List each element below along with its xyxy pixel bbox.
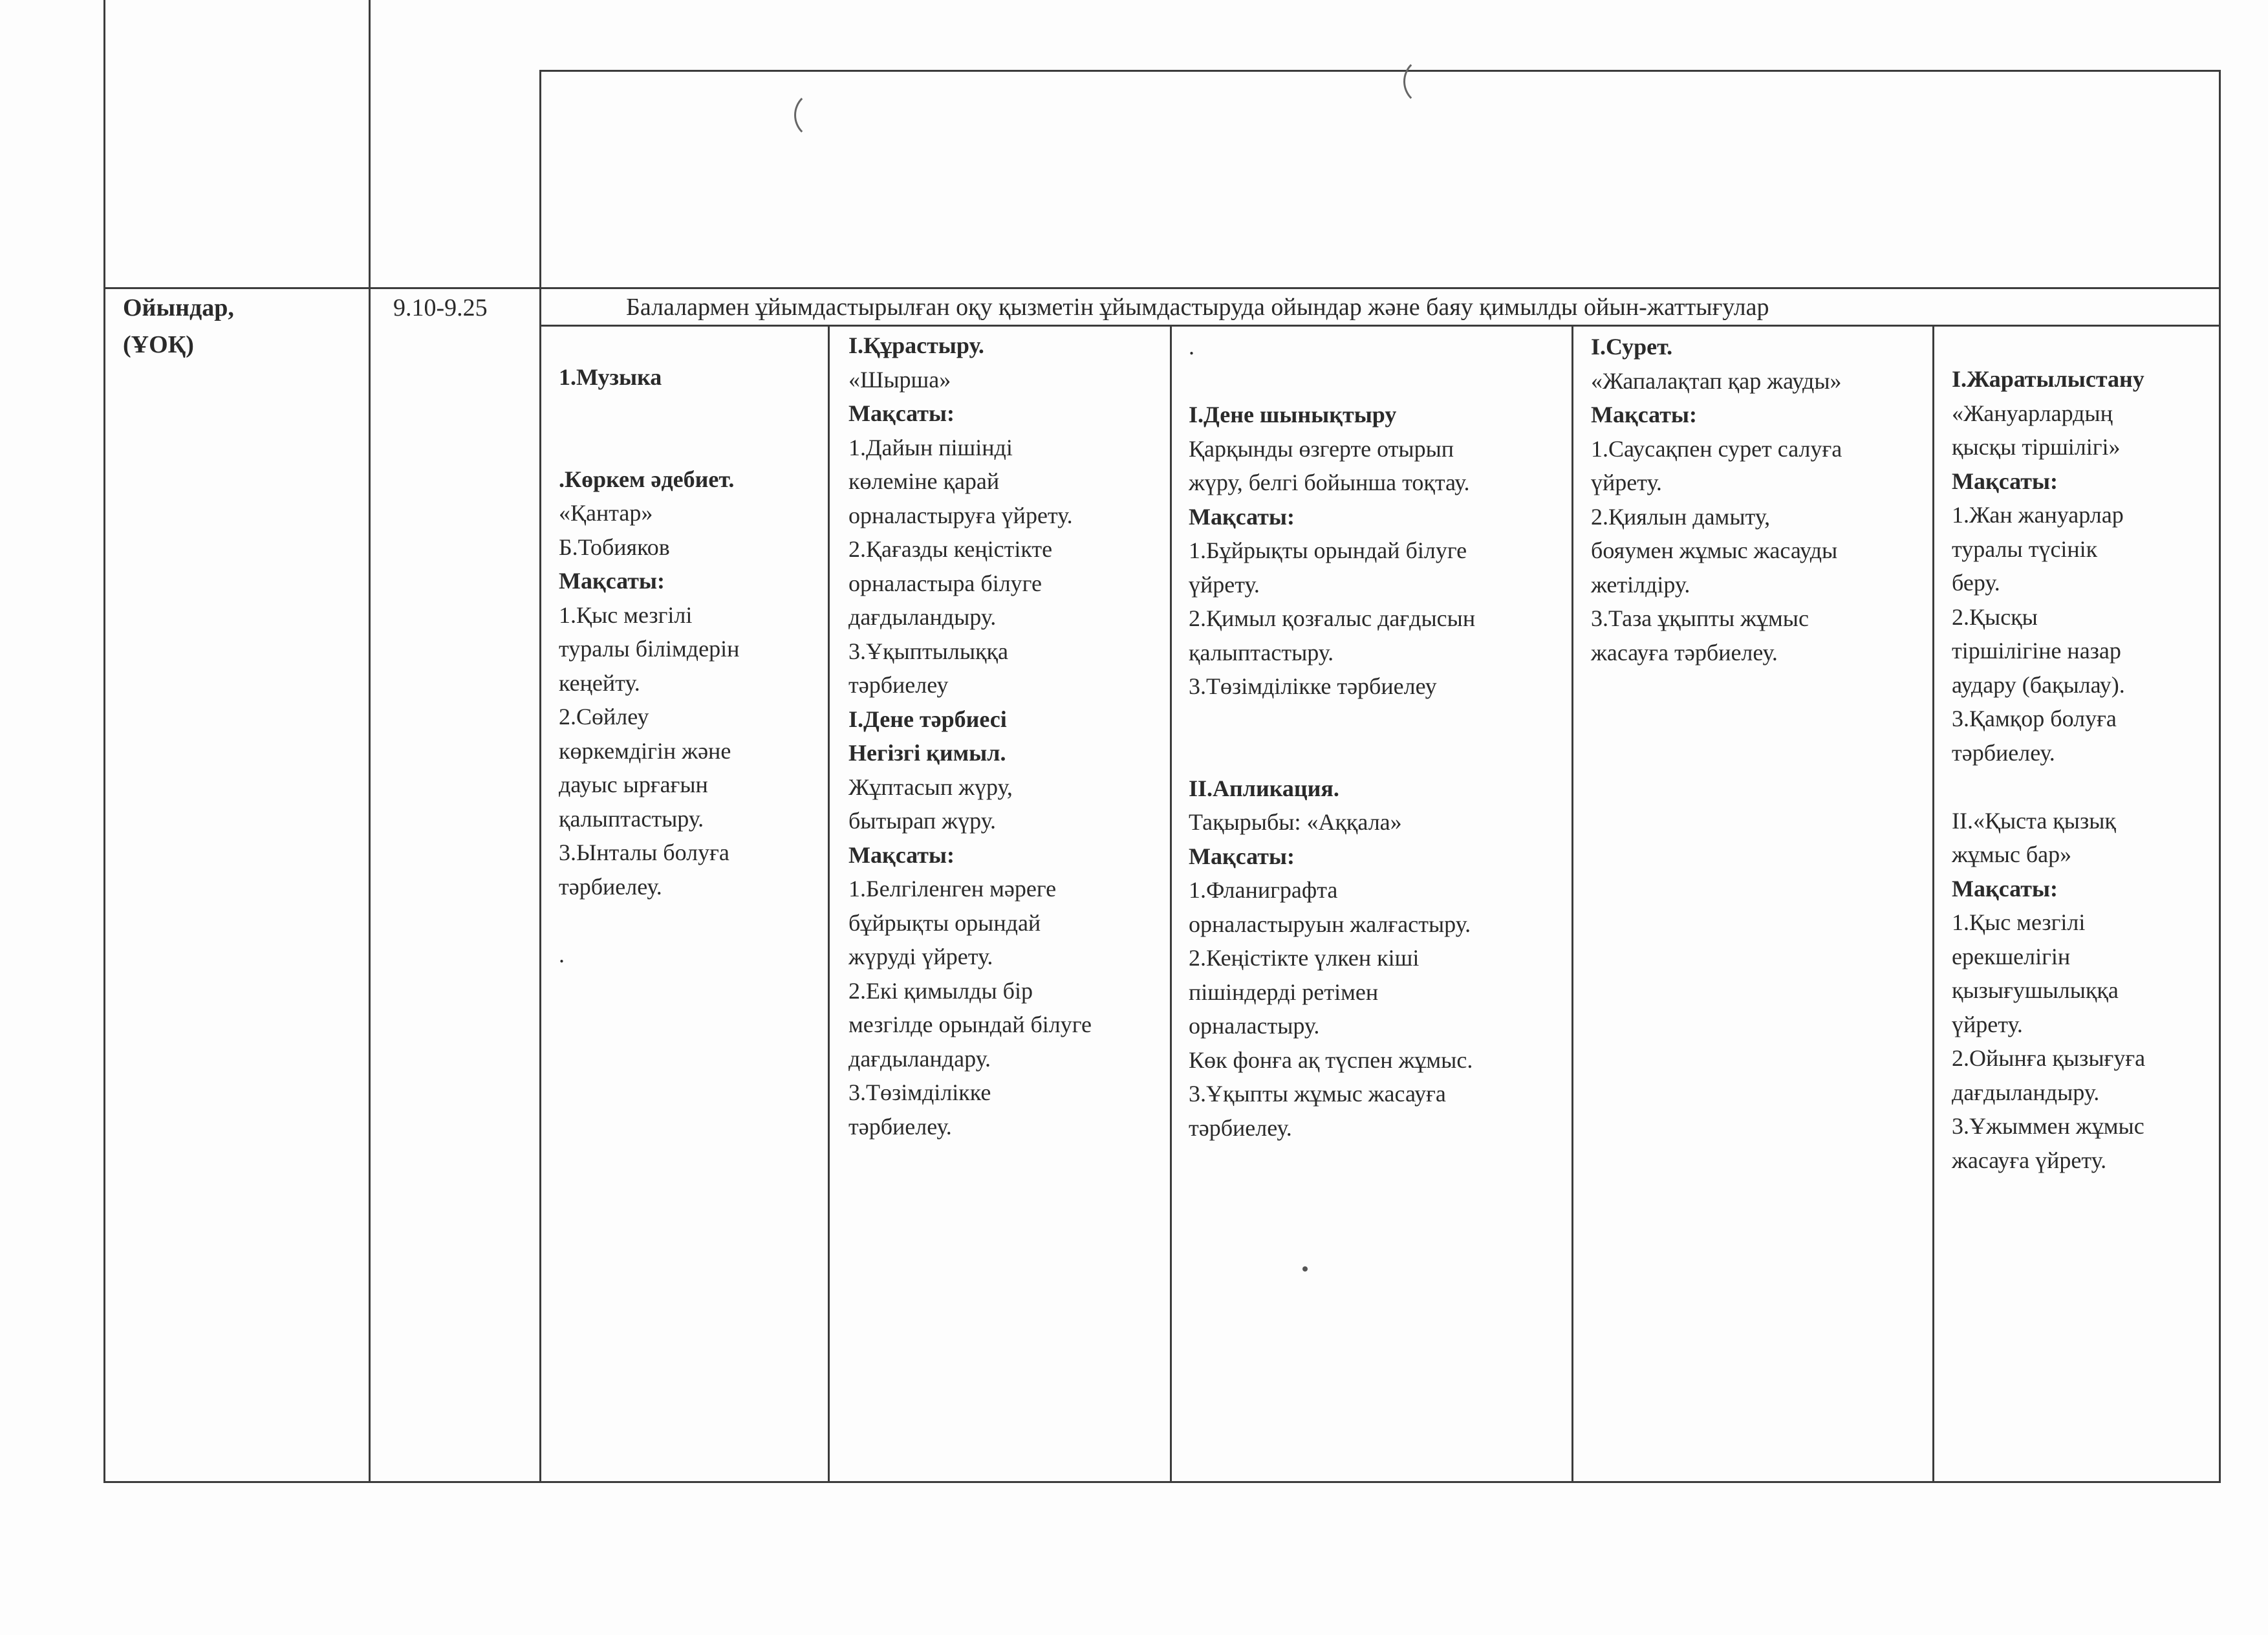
activity-column-1	[559, 360, 739, 971]
table-right-border	[2219, 70, 2221, 1482]
column-2-line: дағдыландыру.	[848, 604, 997, 630]
column-1-line: .	[559, 941, 565, 968]
column-divider-2	[828, 325, 830, 1482]
column-5-line: 3.Қамқор болуға	[1952, 706, 2117, 731]
column-3-line: орналастыруын жалғастыру.	[1189, 911, 1471, 937]
column-3-line: орналастыру.	[1189, 1013, 1320, 1039]
column-4-line: жетілдіру.	[1591, 571, 1690, 598]
column-4-line: 3.Таза ұқыпты жұмыс	[1591, 605, 1809, 631]
column-4-line: 1.Саусақпен сурет салуға	[1591, 435, 1842, 462]
column-1-line: .Көркем әдебиет.	[559, 466, 735, 492]
column-5-line: дағдыландыру.	[1952, 1079, 2100, 1105]
row-label: Ойындар, (ҰОҚ)	[123, 294, 234, 358]
column-1-line: 3.Ынталы болуға	[559, 839, 729, 865]
section-title: Балалармен ұйымдастырылған оқу қызметін ұйымдастыруда ойындар және баяу қимылды ойын-жаттығулар	[626, 294, 1769, 321]
column-2-line: жүруді үйрету.	[848, 944, 993, 969]
column-3-line: ІІ.Апликация.	[1189, 775, 1339, 801]
column-2-line: Жұптасып жүру,	[848, 774, 1013, 800]
column-2-line: 1.Дайын пішінді	[848, 434, 1013, 460]
column-2-line: дағдыландару.	[848, 1045, 991, 1072]
column-2-line: Негізгі қимыл.	[848, 740, 1006, 766]
column-3-line: 2.Кеңістікте үлкен кіші	[1189, 945, 1420, 971]
column-3-line: жүру, белгі бойынша тоқтау.	[1189, 470, 1470, 495]
column-1-line	[559, 395, 739, 429]
column-1-line: «Қантар»	[559, 500, 653, 526]
column-3-line: тәрбиелеу.	[1189, 1114, 1292, 1141]
column-2-line: І.Дене тәрбиесі	[848, 706, 1007, 732]
column-3-line: қалыптастыру.	[1189, 639, 1334, 666]
column-3-line	[1189, 704, 1475, 738]
row-time: 9.10-9.25	[393, 294, 488, 321]
column-5-line: қызығушылыққа	[1952, 977, 2119, 1003]
activity-column-4	[1591, 330, 1842, 669]
column-5-line: 2.Қысқы	[1952, 603, 2038, 630]
column-3-line: 3.Ұқыпты жұмыс жасауға	[1189, 1081, 1446, 1107]
column-3-line: Тақырыбы: «Аққала»	[1189, 809, 1402, 835]
column-2-line: көлеміне қарай	[848, 468, 1000, 494]
column-2-line: орналастыра білуге	[848, 570, 1042, 596]
column-4-line: «Жапалақтап қар жауды»	[1591, 367, 1842, 394]
column-1-line: туралы білімдерін	[559, 636, 740, 662]
column-5-line: үйрету.	[1952, 1011, 2023, 1037]
column-5-line: ІІ.«Қыста қызық	[1952, 807, 2116, 834]
column-1-line	[559, 428, 739, 462]
activity-column-5	[1952, 362, 2145, 1177]
table-bottom-border	[103, 1481, 2221, 1483]
column-2-line: Мақсаты:	[848, 841, 955, 868]
column-2-line: 2.Қағазды кеңістікте	[848, 536, 1053, 562]
column-1-line: 1.Қыс мезгілі	[559, 601, 693, 628]
column-3-line: 1.Фланиграфта	[1189, 877, 1338, 903]
column-5-line: «Жануарлардың	[1952, 400, 2113, 426]
column-2-line: тәрбиелеу.	[848, 1113, 952, 1140]
activity-column-3	[1189, 330, 1475, 1145]
column-5-line	[1952, 770, 2145, 804]
column-1-line: қалыптастыру.	[559, 805, 704, 832]
column-2-line: 3.Ұқыптылыққа	[848, 638, 1008, 664]
column-5-line: 1.Жан жануарлар	[1952, 502, 2124, 528]
column-divider-4	[1571, 325, 1573, 1482]
column-5-line: 1.Қыс мезгілі	[1952, 909, 2086, 935]
column-3-line: Мақсаты:	[1189, 843, 1295, 869]
column-2-line: тәрбиелеу	[848, 672, 949, 698]
column-5-line: Мақсаты:	[1952, 875, 2058, 902]
column-3-line: .	[1189, 334, 1194, 360]
column-3-line: Қарқынды өзгерте отырып	[1189, 435, 1454, 462]
column-5-line: қысқы тіршілігі»	[1952, 434, 2121, 460]
column-1-line: тәрбиелеу.	[559, 873, 662, 900]
row-separator-top	[103, 287, 2221, 289]
column-4-line: 2.Қиялын дамыту,	[1591, 503, 1771, 530]
row-separator-header	[539, 325, 2221, 327]
column-5-line: Мақсаты:	[1952, 468, 2058, 494]
column-3-line: Көк фонға ақ түспен жұмыс.	[1189, 1046, 1473, 1073]
column-1-line: кеңейту.	[559, 669, 640, 696]
column-1-line: Мақсаты:	[559, 568, 665, 594]
column-4-line: жасауға тәрбиелеу.	[1591, 639, 1778, 666]
column-4-line: бояумен жұмыс жасауды	[1591, 537, 1838, 563]
column-3-line	[1189, 737, 1475, 772]
column-5-line: аудару (бақылау).	[1952, 671, 2125, 698]
column-2-line: мезгілде орындай білуге	[848, 1012, 1092, 1037]
column-1-line	[559, 904, 739, 938]
column-divider-3	[1170, 325, 1172, 1482]
column-2-line: «Шырша»	[848, 366, 951, 393]
column-2-line: І.Құрастыру.	[848, 332, 984, 358]
column-divider-content	[539, 70, 541, 1482]
column-2-line: 2.Екі қимылды бір	[848, 977, 1033, 1004]
column-5-line: 2.Ойынға қызығуға	[1952, 1045, 2146, 1071]
column-3-line: 3.Төзімділікке тәрбиелеу	[1189, 673, 1437, 699]
column-divider-time	[369, 0, 371, 1482]
top-box-border	[539, 70, 2221, 72]
column-2-line: 1.Белгіленген мәреге	[848, 876, 1057, 902]
column-1-line: дауыс ырғағын	[559, 772, 708, 797]
column-1-line: Б.Тобияков	[559, 534, 670, 560]
column-1-line: 1.Музыка	[559, 364, 662, 390]
column-4-line: үйрету.	[1591, 470, 1662, 495]
column-3-line: пішіндерді ретімен	[1189, 979, 1379, 1005]
column-5-line: ерекшелігін	[1952, 943, 2071, 969]
column-3-line	[1189, 364, 1475, 398]
column-5-line: жұмыс бар»	[1952, 841, 2072, 867]
activity-column-2	[848, 329, 1092, 1143]
column-3-line: І.Дене шынықтыру	[1189, 402, 1397, 428]
column-3-line: 2.Қимыл қозғалыс дағдысын	[1189, 605, 1476, 631]
table-left-border	[103, 0, 105, 1482]
punch-hole-arc-left	[794, 91, 843, 140]
column-5-line: тәрбиелеу.	[1952, 739, 2055, 766]
column-divider-5	[1932, 325, 1934, 1482]
column-2-line: 3.Төзімділікке	[848, 1079, 991, 1105]
column-5-line: 3.Ұжыммен жұмыс	[1952, 1113, 2144, 1139]
column-1-line: көркемдігін және	[559, 737, 731, 764]
punch-hole-arc-right	[1403, 57, 1453, 106]
column-3-line: үйрету.	[1189, 571, 1260, 598]
column-2-line: Мақсаты:	[848, 400, 955, 426]
scan-speck	[1302, 1266, 1308, 1272]
column-5-line: тіршілігіне назар	[1952, 638, 2121, 664]
column-1-line: 2.Сөйлеу	[559, 704, 649, 730]
column-5-line: беру.	[1952, 570, 2000, 596]
column-5-line: туралы түсінік	[1952, 536, 2098, 562]
column-5-line: І.Жаратылыстану	[1952, 366, 2144, 392]
column-3-line: 1.Бұйрықты орындай білуге	[1189, 537, 1467, 563]
column-5-line: жасауға үйрету.	[1952, 1147, 2107, 1173]
column-2-line: бұйрықты орындай	[848, 909, 1041, 936]
column-4-line: Мақсаты:	[1591, 402, 1697, 428]
column-4-line: І.Сурет.	[1591, 334, 1673, 360]
column-2-line: орналастыруға үйрету.	[848, 502, 1073, 528]
column-2-line: бытырап жүру.	[848, 808, 996, 834]
column-3-line: Мақсаты:	[1189, 503, 1295, 530]
